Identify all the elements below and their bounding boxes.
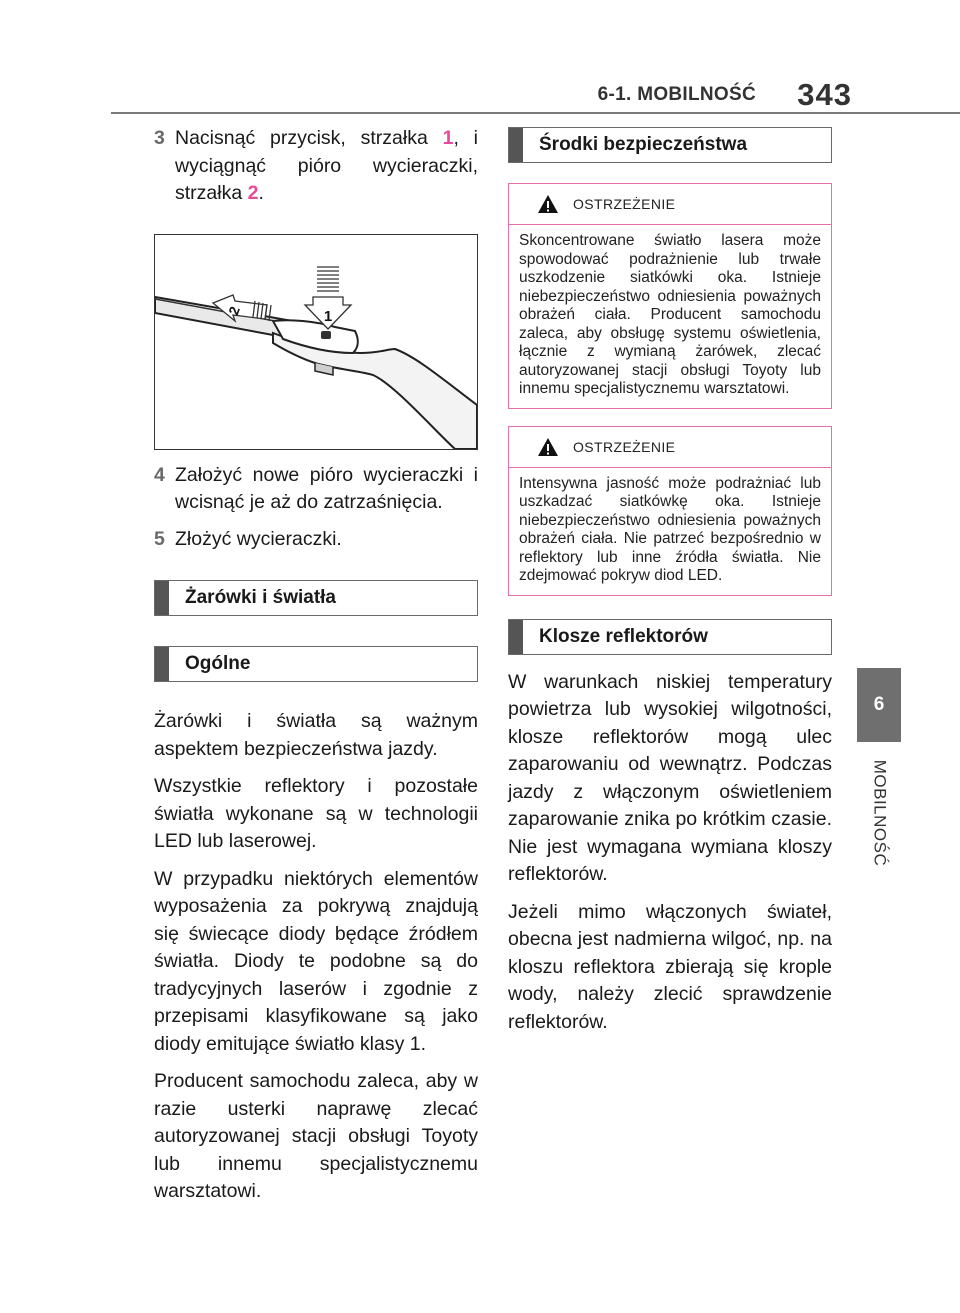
step-4 (154, 462, 478, 517)
chapter-label (855, 748, 903, 878)
step-5 (154, 526, 478, 554)
right-column (508, 127, 832, 1046)
chapter-label-text: MOBILNOŚĆ (870, 759, 889, 867)
section-header-safety (508, 127, 832, 163)
arrow-ref-2: 2 (247, 182, 259, 204)
wiper-drawing (155, 235, 477, 449)
section-header-text: Klosze reflektorów (539, 625, 708, 647)
wiper-illustration (154, 234, 478, 450)
paragraph: Wszystkie reflektory i pozostałe światła wykonane są w technologii LED lub laserowej. (154, 775, 478, 852)
warning-triangle-icon (537, 194, 559, 214)
section-header-text: Żarówki i światła (185, 587, 336, 608)
section-header-lenses (508, 619, 832, 655)
warning-title: OSTRZEŻENIE (573, 438, 676, 455)
section-header-general (154, 646, 478, 682)
step-text: . (258, 182, 264, 204)
paragraph: W warunkach niskiej temperatury powietrza lub wysokiej wilgotności, klosze reflektorów mogą ulec zaparowaniu od wewnątrz. Podczas jazdy z włączonym oświetleniem zaparowanie znika po krótkim czasie. Nie jest wymagana wymiana kloszy reflektorów. (508, 670, 832, 885)
warning-text: Skoncentrowane światło lasera może spowodować podrażnienie lub trwałe uszkodzenie siatkówki oka. Istnieje niebezpieczeństwo odniesienia poważnych obrażeń ciała. Producent samochodu zaleca, aby obsługę systemu oświetlenia, łącznie z wymianą żarówek, zlecać autoryzowanej stacji obsługi Toyoty lub innemu specjalistycznemu warsztatowi. (519, 232, 821, 397)
step-text: Nacisnąć przycisk, strzałka (175, 127, 443, 149)
figure-label-1: 1 (323, 307, 333, 325)
warning-box (508, 183, 832, 409)
section-bar (155, 581, 169, 615)
warning-text: Intensywna jasność może podrażniać lub uszkadzać siatkówkę oka. Istnieje niebezpieczeństwo odniesienia poważnych obrażeń ciała. Nie patrzeć bezpośrednio w reflektory lub inne źródła światła. Nie zdejmować pokryw diod LED. (519, 474, 821, 584)
page-number: 343 (797, 77, 852, 112)
paragraph: Producent samochodu zaleca, aby w razie usterki naprawę zlecać autoryzowanej stacji obsługi Toyoty lub innemu specjalistycznemu warsztatowi. (154, 1070, 478, 1202)
figure-label-2: 2 (225, 303, 243, 317)
step-3 (154, 125, 478, 208)
section-header-text: Środki bezpieczeństwa (539, 134, 748, 155)
arrow-ref-1: 1 (442, 127, 454, 149)
section-header-bulbs (154, 580, 478, 616)
left-column (154, 125, 478, 1216)
section-bar (509, 128, 523, 162)
section-title: 6-1. MOBILNOŚĆ (597, 84, 756, 105)
header-rule (111, 112, 960, 114)
chapter-tab[interactable]: 6 (857, 668, 901, 742)
step-number: 3 (154, 127, 165, 149)
paragraph: Żarówki i światła są ważnym aspektem bezpieczeństwa jazdy. (154, 710, 478, 760)
section-bar (155, 647, 169, 681)
warning-header (509, 184, 831, 225)
section-bar (509, 620, 523, 654)
warning-box (508, 426, 832, 596)
step-text: Założyć nowe pióro wycieraczki i wcisnąć je aż do zatrzaśnięcia. (175, 463, 478, 513)
paragraph: Jeżeli mimo włączonych świateł, obecna jest nadmierna wilgoć, np. na kloszu reflektora zbierają się krople wody, należy zlecić sprawdzenie reflektorów. (508, 900, 832, 1033)
step-number: 4 (154, 463, 165, 486)
step-text: , i wyciągnąć pióro wycieraczki, strzałka (175, 127, 478, 204)
step-number: 5 (154, 527, 165, 550)
step-text: Złożyć wycieraczki. (175, 527, 342, 550)
section-header-text: Ogólne (185, 653, 251, 674)
warning-title: OSTRZEŻENIE (573, 196, 676, 212)
paragraph: W przypadku niektórych elementów wyposażenia za pokrywą znajdują się świecące diody będące źródłem światła. Diody te podobne są do tradycyjnych laserów i zgodnie z przepisami klasyfikowane są jako diody emitujące światło klasy 1. (154, 867, 478, 1055)
release-button (321, 331, 331, 339)
warning-header (509, 427, 831, 468)
warning-triangle-icon (537, 437, 559, 457)
